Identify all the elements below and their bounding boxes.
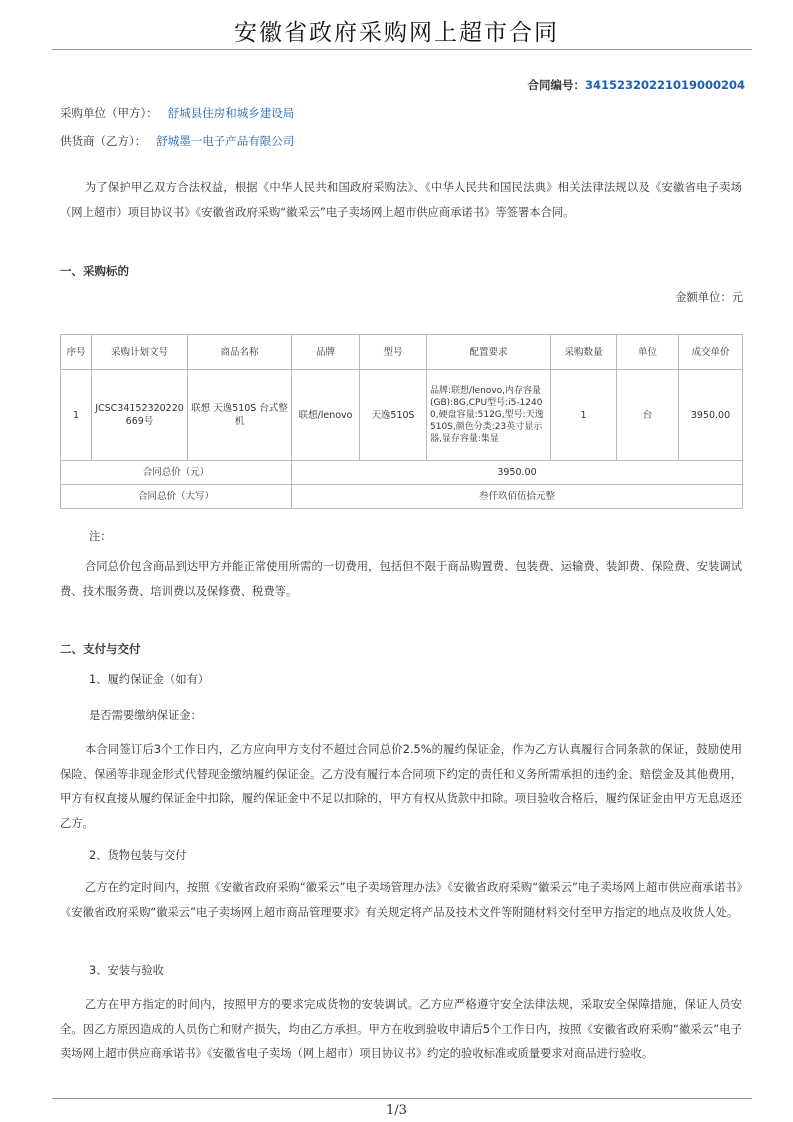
total-row <box>61 461 743 485</box>
footer-divider <box>52 1098 752 1099</box>
note-label: 注： <box>89 530 112 543</box>
deposit-paragraph: 本合同签订后3个工作日内，乙方应向甲方支付不超过合同总价2.5%的履约保证金，作为乙方认真履行合同条款的保证，鼓励使用保险、保函等非现金形式代替现金缴纳履约保证金。乙方没有履行本合同项下约定的责任和义务所需承担的违约金、赔偿金及其他费用，甲方有权直接从履约保证金中扣除，履约保证金中不足以扣除的，甲方有权从货款中扣除。项目验收合格后，履约保证金由甲方无息返还乙方。 <box>60 743 742 830</box>
header-unit: 单位 <box>617 335 679 370</box>
cell-quantity: 1 <box>551 370 617 461</box>
contract-number-label: 合同编号： <box>527 78 585 92</box>
buyer-value: 舒城县住房和城乡建设局 <box>167 106 295 120</box>
header-config: 配置要求 <box>427 335 551 370</box>
contract-number <box>527 77 745 93</box>
buyer-label: 采购单位（甲方）： <box>60 106 158 120</box>
supplier-value: 舒城墨一电子产品有限公司 <box>156 134 295 148</box>
title-divider <box>52 49 752 50</box>
cell-unit: 台 <box>617 370 679 461</box>
cell-config: 品牌:联想/lenovo,内存容量(GB):8G,CPU型号:i5-12400,硬盘容量:512G,型号:天逸510S,颜色分类:23英寸显示器,显存容量:集显 <box>427 370 551 461</box>
total-upper-row <box>61 485 743 509</box>
note-paragraph: 合同总价包含商品到达甲方并能正常使用所需的一切费用，包括但不限于商品购置费、包装费、运输费、装卸费、保险费、安装调试费、技术服务费、培训费以及保修费、税费等。 <box>60 560 742 598</box>
header-price: 成交单价 <box>679 335 743 370</box>
subheading-acceptance: 3、安装与验收 <box>89 964 164 977</box>
header-plan-no: 采购计划文号 <box>92 335 188 370</box>
header-model: 型号 <box>360 335 427 370</box>
buyer-line <box>60 105 294 121</box>
procurement-table <box>60 334 743 509</box>
amount-unit: 金额单位：元 <box>675 291 743 304</box>
acceptance-paragraph: 乙方在甲方指定的时间内，按照甲方的要求完成货物的安装调试。乙方应严格遵守安全法律法规，采取安全保障措施，保证人员安全。因乙方原因造成的人员伤亡和财产损失，均由乙方承担。甲方在收到验收申请后5个工作日内，按照《安徽省政府采购“徽采云”电子卖场网上超市供应商承诺书》《安徽省电子卖场（网上超市）项目协议书》约定的验收标准或质量要求对商品进行验收。 <box>60 998 742 1060</box>
header-quantity: 采购数量 <box>551 335 617 370</box>
header-brand: 品牌 <box>292 335 360 370</box>
table-row <box>61 370 743 461</box>
cell-product-name: 联想 天逸510S 台式整机 <box>188 370 292 461</box>
subheading-delivery: 2、货物包装与交付 <box>89 849 187 862</box>
document-title: 安徽省政府采购网上超市合同 <box>234 20 559 46</box>
section2-heading: 二、支付与交付 <box>60 642 141 656</box>
total-label: 合同总价（元） <box>61 461 292 485</box>
cell-price: 3950.00 <box>679 370 743 461</box>
table-header-row <box>61 335 743 370</box>
total-upper-label: 合同总价（大写） <box>61 485 292 509</box>
header-index: 序号 <box>61 335 92 370</box>
cell-plan-no: JCSC34152320220669号 <box>92 370 188 461</box>
supplier-label: 供货商（乙方）： <box>60 134 147 148</box>
page-number: 1/3 <box>386 1103 407 1118</box>
cell-model: 天逸510S <box>360 370 427 461</box>
contract-number-value: 34152320221019000204 <box>584 78 745 92</box>
deposit-question: 是否需要缴纳保证金： <box>89 709 202 722</box>
supplier-line <box>60 133 294 149</box>
delivery-paragraph: 乙方在约定时间内，按照《安徽省政府采购“徽采云”电子卖场管理办法》《安徽省政府采购“徽采云”电子卖场网上超市供应商承诺书》《安徽省政府采购“徽采云”电子卖场网上超市商品管理要求》有关规定将产品及技术文件等附随材料交付至甲方指定的地点及收货人处。 <box>60 881 742 919</box>
intro-paragraph: 为了保护甲乙双方合法权益，根据《中华人民共和国政府采购法》、《中华人民共和国民法典》相关法律法规以及《安徽省电子卖场（网上超市）项目协议书》《安徽省政府采购“徽采云”电子卖场网上超市供应商承诺书》等签署本合同。 <box>60 181 742 219</box>
total-upper-value: 叁仟玖佰伍拾元整 <box>292 485 743 509</box>
subheading-deposit: 1、履约保证金（如有） <box>89 673 210 686</box>
cell-index: 1 <box>61 370 92 461</box>
section1-heading: 一、采购标的 <box>60 264 129 278</box>
header-product-name: 商品名称 <box>188 335 292 370</box>
total-value: 3950.00 <box>292 461 743 485</box>
cell-brand: 联想/lenovo <box>292 370 360 461</box>
